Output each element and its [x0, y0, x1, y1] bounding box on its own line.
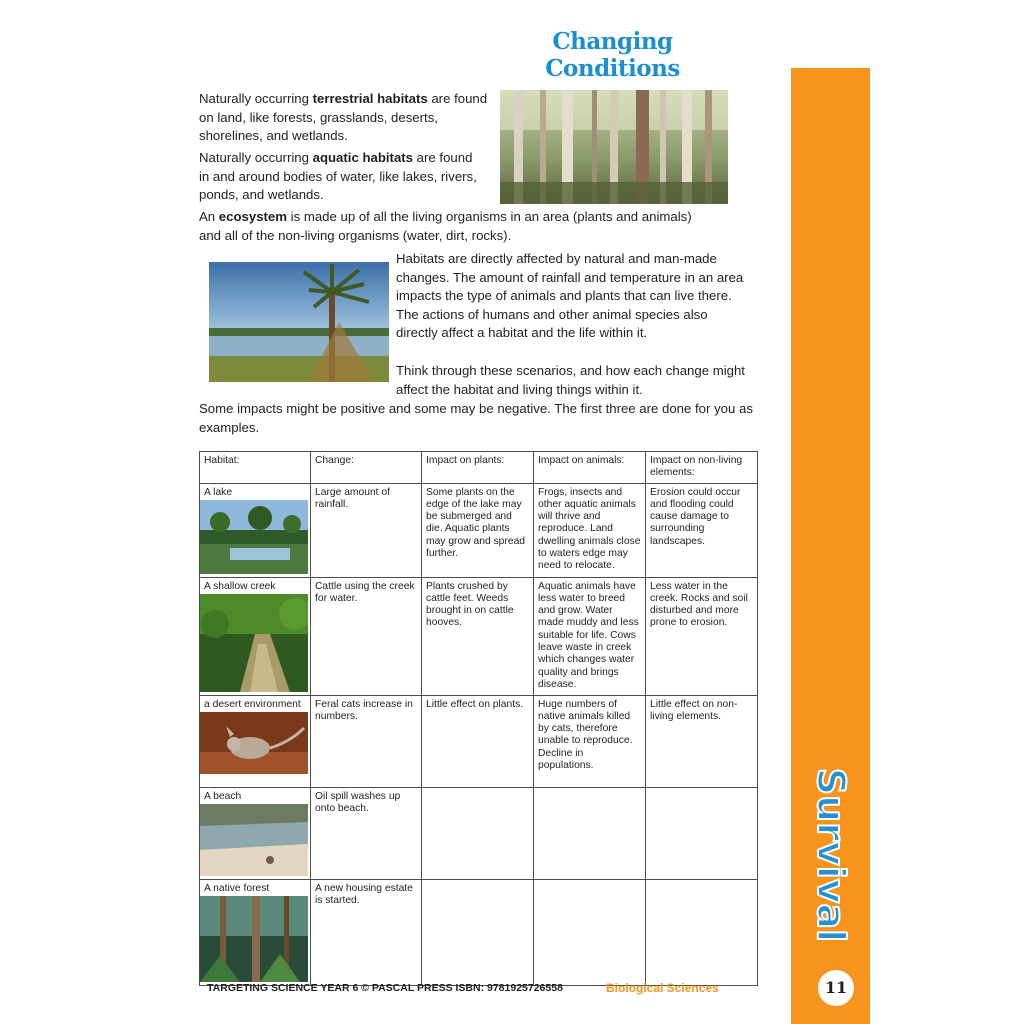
paragraph-think-through: Think through these scenarios, and how each change might affect the habitat and living things within it. [396, 363, 745, 397]
change-cell: Large amount of rainfall. [311, 483, 422, 577]
forest-photo [500, 90, 728, 204]
nonliving-cell: Less water in the creek. Rocks and soil disturbed and more prone to erosion. [646, 577, 758, 695]
table-row [200, 483, 758, 577]
footer-section: Biological Sciences [606, 981, 719, 995]
animals-cell: Frogs, insects and other aquatic animals will thrive and reproduce. Land dwelling animals close to waters edge may need to relocate. [534, 483, 646, 577]
plants-cell: Some plants on the edge of the lake may be submerged and die. Aquatic plants may grow and spread further. [422, 483, 534, 577]
change-cell: Feral cats increase in numbers. [311, 695, 422, 787]
table-row [200, 879, 758, 985]
habitat-cell [200, 879, 311, 985]
animals-cell [534, 879, 646, 985]
habitat-cell [200, 483, 311, 577]
nonliving-cell: Erosion could occur and flooding could cause damage to surrounding landscapes. [646, 483, 758, 577]
paragraph-habitats-affected: Habitats are directly affected by natural and man-made changes. The amount of rainfall and temperature in an area impacts the type of animals and plants that can live there. The actions of humans and other animal species also directly affect a habitat and the life within it. [396, 251, 744, 340]
animals-cell [534, 787, 646, 879]
section-tab-label: Survival [808, 767, 853, 943]
plants-cell [422, 879, 534, 985]
lake-thumbnail [200, 500, 308, 574]
table-row [200, 695, 758, 787]
header-change: Change: [311, 452, 422, 484]
header-impact-nonliving: Impact on non-living elements: [646, 452, 758, 484]
plants-cell: Little effect on plants. [422, 695, 534, 787]
header-impact-animals: Impact on animals: [534, 452, 646, 484]
table-row [200, 787, 758, 879]
animals-cell: Aquatic animals have less water to breed and grow. Water made muddy and less suitable for life. Cows leave waste in creek which changes water quality and brings disease. [534, 577, 646, 695]
habitat-label: A shallow creek [204, 580, 276, 592]
footer-copyright: TARGETING SCIENCE YEAR 6 © PASCAL PRESS ISBN: 9781925726558 [207, 982, 563, 994]
change-cell: A new housing estate is started. [311, 879, 422, 985]
habitat-label: A native forest [204, 882, 270, 894]
change-cell: Oil spill washes up onto beach. [311, 787, 422, 879]
page-number: 11 [818, 970, 854, 1006]
desert-animal-thumbnail [200, 712, 308, 774]
paragraph-terrestrial: Naturally occurring terrestrial habitats are found on land, like forests, grasslands, deserts, shorelines, and wetlands. [199, 91, 488, 143]
header-impact-plants: Impact on plants: [422, 452, 534, 484]
plants-cell [422, 787, 534, 879]
table-row [200, 577, 758, 695]
page-title: Changing Conditions [545, 28, 680, 82]
changes-table [199, 451, 758, 986]
paragraph-ecosystem: An ecosystem is made up of all the living organisms in an area (plants and animals) and all of the non-living organisms (water, dirt, rocks). [199, 209, 692, 243]
plants-cell: Plants crushed by cattle feet. Weeds brought in on cattle hooves. [422, 577, 534, 695]
beach-thumbnail [200, 804, 308, 876]
lake-photo [209, 262, 389, 382]
habitat-cell [200, 695, 311, 787]
paragraph-aquatic: Naturally occurring aquatic habitats are found in and around bodies of water, like lakes, rivers, ponds, and wetlands. [199, 150, 477, 202]
habitat-cell [200, 577, 311, 695]
animals-cell: Huge numbers of native animals killed by cats, therefore unable to reproduce. Decline in populations. [534, 695, 646, 787]
creek-thumbnail [200, 594, 308, 692]
nonliving-cell [646, 879, 758, 985]
nonliving-cell [646, 787, 758, 879]
change-cell: Cattle using the creek for water. [311, 577, 422, 695]
habitat-label: A beach [204, 790, 242, 802]
habitat-label: A lake [204, 486, 233, 498]
paragraph-impacts: Some impacts might be positive and some may be negative. The first three are done for you as examples. [199, 401, 753, 435]
nonliving-cell: Little effect on non-living elements. [646, 695, 758, 787]
forest-thumbnail [200, 896, 308, 982]
habitat-cell [200, 787, 311, 879]
habitat-label: a desert environment [204, 698, 301, 710]
table-header-row [200, 452, 758, 484]
header-habitat: Habitat: [200, 452, 311, 484]
